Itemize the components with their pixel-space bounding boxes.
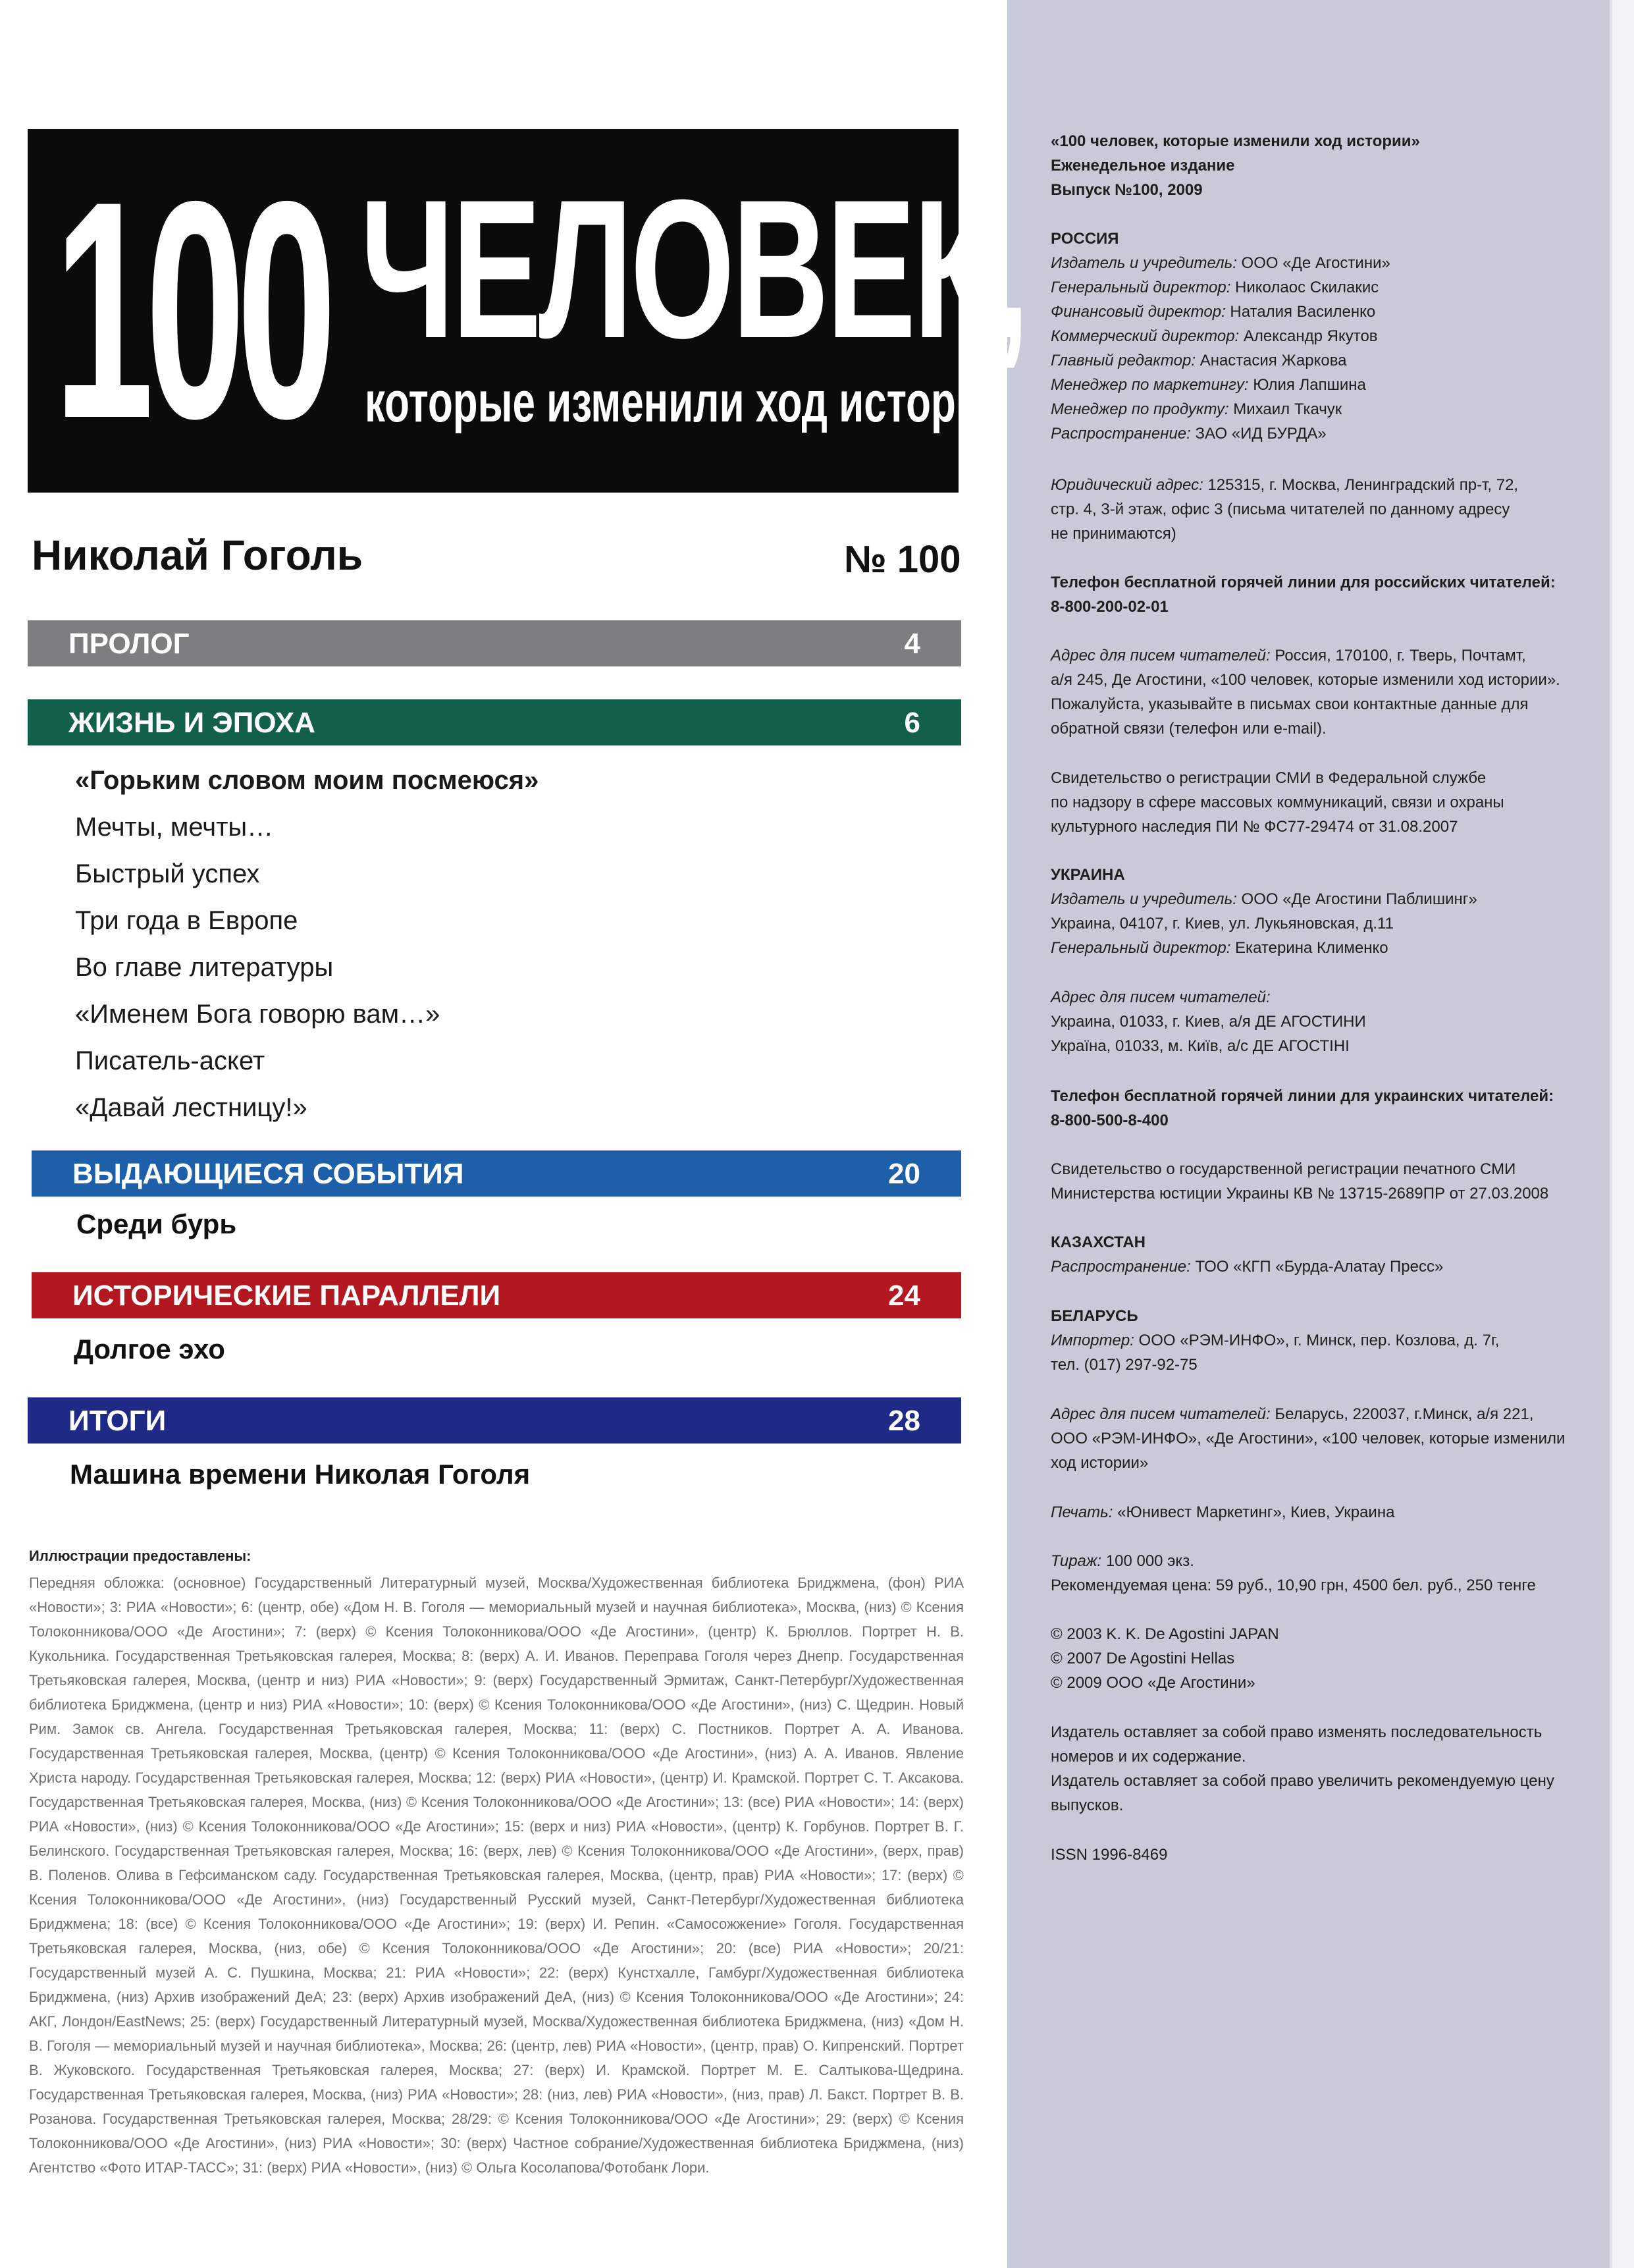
field-value: 125315, г. Москва, Ленинградский пр-т, 72, [1203,476,1519,494]
masthead-number: 100 [54,137,329,483]
field-value: Россия, 170100, г. Тверь, Почтамт, [1270,647,1526,664]
toc-section-parallels[interactable] [32,1272,961,1318]
field-value: «Юнивест Маркетинг», Киев, Украина [1113,1503,1395,1521]
ukraine-hotline [1051,1084,1591,1133]
field-key: Распространение: [1051,1258,1191,1276]
masthead-logo [28,129,1028,493]
legal-address [1051,473,1591,546]
field-key: Менеджер по маркетингу: [1051,376,1249,394]
issue-number: № 100 [844,538,961,581]
copyright-line: © 2007 De Agostini Hellas [1051,1650,1235,1667]
section-page: 4 [904,628,920,660]
registration-line: культурного наследия ПИ № ФС77-29474 от 31.08.2007 [1051,818,1458,836]
hotline-number: 8-800-200-02-01 [1051,598,1169,616]
address-line: ход истории» [1051,1454,1149,1472]
ukraine-registration [1051,1157,1591,1206]
toc-item[interactable]: Три года в Европе [75,906,298,935]
toc-item[interactable]: Быстрый успех [75,859,260,888]
recommended-price: Рекомендуемая цена: 59 руб., 10,90 грн, 4500 бел. руб., 250 тенге [1051,1577,1536,1594]
field-value: Николаос Скилакис [1230,279,1379,296]
toc-item[interactable]: «Именем Бога говорю вам…» [75,1000,440,1029]
registration-line: Свидетельство о государственной регистрации печатного СМИ [1051,1160,1516,1178]
copyright-line: © 2009 ООО «Де Агостини» [1051,1674,1255,1692]
field-key: Генеральный директор: [1051,279,1231,296]
imprint-ukraine [1051,863,1591,960]
field-key: Адрес для писем читателей: [1051,1405,1271,1423]
section-label: ИСТОРИЧЕСКИЕ ПАРАЛЛЕЛИ [72,1280,501,1312]
issue-subject: Николай Гоголь [32,531,363,579]
field-value: Юлия Лапшина [1248,376,1366,394]
field-value: ООО «Де Агостини Паблишинг» [1236,890,1477,908]
credits-text: Передняя обложка: (основное) Государственный Литературный музей, Москва/Художественная библиотека Бриджмена, (фон) РИА «Новости»; 3: РИА «Новости»; 6: (центр, обе) «Дом Н. В. Гоголя — мемориальный музей и научная библиотека», Москва, (низ) © Ксения Толоконникова/ООО «Де Агостини»; 7: (верх) © Ксения Толоконникова/ООО «Де Агостини», (центр) К. Брюллов. Портрет Н. В. Кукольника. Государственная Третьяковская галерея, Москва; 8: (верх) А. И. Иванов. Переправа Гоголя через Днепр. Государственная Третьяковская галерея, Москва, (центр и низ) РИА «Новости»; 9: (верх) Государственный Эрмитаж, Санкт-Петербург/Художественная библиотека Бриджмена, (центр и низ) РИА «Новости»; 10: (верх) © Ксения Толоконникова/ООО «Де Агостини», (низ) С. Щедрин. Новый Рим. Замок св. Ангела. Государственная Третьяковская галерея, Москва; 11: (верх) С. Постников. Портрет А. А. Иванова. Государственная Третьяковская галерея, Москва, (центр) © Ксения Толоконникова/ООО «Де Агостини», (низ) А. А. Иванов. Явление Христа народу. Государственная Третьяковская галерея, Москва; 12: (верх) РИА «Новости», (центр) И. Крамской. Портрет С. Т. Аксакова. Государственная Третьяковская галерея, Москва, (низ) © Ксения Толоконникова/ООО «Де Агостини»; 13: (все) РИА «Новости»; 14: (верх) РИА «Новости», (низ) © Ксения Толоконникова/ООО «Де Агостини»; 15: (верх и низ) РИА «Новости», (центр) К. Горбунов. Портрет В. Г. Белинского. Государственная Третьяковская галерея, Москва; 16: (верх, лев) © Ксения Толоконникова/ООО «Де Агостини», (верх, прав) В. Поленов. Олива в Гефсиманском саду. Государственная Третьяковская галерея, Москва, (центр, прав) РИА «Новости»; 17: (верх) © Ксения Толоконникова/ООО «Де Агостини», (низ) Государственный Русский музей, Санкт-Петербург/Художественная библиотека Бриджмена; 18: (все) © Ксения Толоконникова/ООО «Де Агостини»; 19: (верх) И. Репин. «Самосожжение» Гоголя. Государственная Третьяковская галерея, Москва, (низ, обе) © Ксения Толоконникова/ООО «Де Агостини»; 20: (все) РИА «Новости»; 20/21: Государственный музей А. С. Пушкина, Москва; 21: РИА «Новости»; 22: (верх) Кунстхалле, Гамбург/Художественная библиотека Бриджмена, (низ) Архив изображений ДеА; 23: (верх) Архив изображений ДеА, (низ) © Ксения Толоконникова/ООО «Де Агостини»; 24: АКГ, Лондон/EastNews; 25: (верх) Государственный Литературный музей, Москва/Художественная библиотека Бриджмена, (низ) «Дом Н. В. Гоголя — мемориальный музей и научная библиотека», Москва; 26: (центр, лев) РИА «Новости», (центр, прав) О. Кипренский. Портрет В. Жуковского. Государственная Третьяковская галерея, Москва; 27: (верх) И. Крамской. Портрет М. Е. Салтыкова-Щедрина. Государственная Третьяковская галерея, Москва, (низ) РИА «Новости»; 28: (низ, лев) РИА «Новости», (низ, прав) Л. Бакст. Портрет В. В. Розанова. Государственная Третьяковская галерея, Москва; 28/29: © Ксения Толоконникова/ООО «Де Агостини»; 29: (верх) © Ксения Толоконникова/ООО «Де Агостини», (низ) РИА «Новости»; 30: (верх) Частное собрание/Художественная библиотека Бриджмена, (низ) Агентство «Фото ИТАР-ТАСС»; 31: (верх) РИА «Новости», (низ) © Ольга Косолапова/Фотобанк Лори. [29,1575,964,2176]
toc-item[interactable]: Во главе литературы [75,953,334,982]
field-key: Главный редактор: [1051,352,1196,369]
country-heading: УКРАИНА [1051,866,1125,884]
toc-section-results[interactable] [28,1397,961,1444]
field-key: Распространение: [1051,425,1191,443]
section-page: 6 [904,707,920,739]
country-heading: БЕЛАРУСЬ [1051,1307,1138,1325]
field-key: Менеджер по продукту: [1051,400,1229,418]
toc-item[interactable]: Мечты, мечты… [75,813,274,842]
imprint-belarus [1051,1304,1591,1377]
ukraine-mail-address [1051,985,1591,1058]
section-label: ПРОЛОГ [68,628,190,660]
field-value: Михаил Ткачук [1228,400,1342,418]
field-key: Генеральный директор: [1051,939,1231,957]
section-label: ИТОГИ [68,1405,167,1437]
issn [1051,1843,1591,1867]
masthead-subtitle: которые изменили ход истории [365,371,1006,434]
section-page: 24 [888,1280,920,1312]
field-value: Екатерина Клименко [1230,939,1388,957]
copyright-block [1051,1622,1591,1695]
imprint-kazakhstan [1051,1230,1591,1279]
field-key: Финансовый директор: [1051,303,1226,321]
field-value: Наталия Василенко [1225,303,1376,321]
address-line: стр. 4, 3-й этаж, офис 3 (письма читателей по данному адресу [1051,500,1510,518]
registration-line: Свидетельство о регистрации СМИ в Федеральной службе [1051,769,1487,787]
hotline-number: 8-800-500-8-400 [1051,1112,1169,1129]
address-line: обратной связи (телефон или e-mail). [1051,720,1327,738]
phone-line: тел. (017) 297-92-75 [1051,1356,1198,1374]
toc-item[interactable]: Писатель-аскет [75,1046,265,1075]
registration-line: Министерства юстиции Украины КВ № 13715-2689ПР от 27.03.2008 [1051,1185,1549,1202]
field-key: Печать: [1051,1503,1113,1521]
address-line: Пожалуйста, указывайте в письмах свои контактные данные для [1051,695,1529,713]
field-value: ТОО «КГП «Бурда-Алатау Пресс» [1190,1258,1444,1276]
rights-line: Издатель оставляет за собой право изменять последовательность [1051,1723,1542,1741]
address-line: а/я 245, Де Агостини, «100 человек, которые изменили ход истории». [1051,671,1560,689]
address-line: Украина, 04107, г. Киев, ул. Лукьяновская, д.11 [1051,915,1394,932]
section-label: ВЫДАЮЩИЕСЯ СОБЫТИЯ [72,1158,464,1190]
section-page: 28 [888,1405,920,1437]
field-value: Анастасия Жаркова [1196,352,1347,369]
address-line: не принимаются) [1051,525,1176,543]
toc-item[interactable]: «Горьким словом моим посмеюся» [75,766,539,795]
field-key: Адрес для писем читателей: [1051,647,1271,664]
toc-item[interactable]: Долгое эхо [74,1334,225,1364]
address-line: Україна, 01033, м. Київ, а/с ДЕ АГОСТІНІ [1051,1037,1350,1055]
rights-line: Издатель оставляет за собой право увеличить рекомендуемую цену [1051,1772,1554,1790]
field-key: Коммерческий директор: [1051,327,1240,345]
imprint-russia [1051,227,1591,446]
toc-item[interactable]: Среди бурь [76,1208,237,1239]
field-key: Издатель и учредитель: [1051,254,1237,272]
section-page: 20 [888,1158,920,1190]
field-key: Импортер: [1051,1332,1134,1349]
field-value: ООО «РЭМ-ИНФО», г. Минск, пер. Козлова, д. 7г, [1134,1332,1500,1349]
field-value: Александр Якутов [1239,327,1378,345]
toc-item[interactable]: Машина времени Николая Гоголя [70,1459,531,1490]
field-key: Адрес для писем читателей: [1051,988,1271,1006]
masthead-word: ЧЕЛОВЕК, [360,158,1028,379]
field-value: Беларусь, 220037, г.Минск, а/я 221, [1270,1405,1534,1423]
hotline-label: Телефон бесплатной горячей линии для украинских читателей: [1051,1087,1554,1105]
copyright-line: © 2003 K. K. De Agostini JAPAN [1051,1625,1279,1643]
toc-section-prolog[interactable] [28,620,961,666]
page-edge [1610,0,1634,2268]
address-line: ООО «РЭМ-ИНФО», «Де Агостини», «100 человек, которые изменили [1051,1430,1566,1447]
field-value: ЗАО «ИД БУРДА» [1190,425,1327,443]
registration-line: по надзору в сфере массовых коммуникаций, связи и охраны [1051,794,1504,811]
publication-frequency: Еженедельное издание [1051,157,1235,175]
field-value: ООО «Де Агостини» [1236,254,1390,272]
country-heading: РОССИЯ [1051,230,1119,248]
belarus-mail-address [1051,1402,1591,1475]
issn-value: ISSN 1996-8469 [1051,1846,1168,1864]
address-line: Украина, 01033, г. Киев, а/я ДЕ АГОСТИНИ [1051,1013,1366,1031]
russia-mail-address [1051,643,1591,741]
print-run [1051,1549,1591,1598]
section-label: ЖИЗНЬ И ЭПОХА [68,707,316,739]
rights-notice [1051,1720,1591,1818]
publication-title: «100 человек, которые изменили ход истории» [1051,132,1420,150]
printing-info [1051,1500,1591,1525]
publication-issue: Выпуск №100, 2009 [1051,181,1203,199]
field-key: Издатель и учредитель: [1051,890,1237,908]
imprint-title-block [1051,129,1591,202]
field-key: Тираж: [1051,1552,1102,1570]
toc-item[interactable]: «Давай лестницу!» [75,1093,307,1122]
country-heading: КАЗАХСТАН [1051,1233,1146,1251]
field-key: Юридический адрес: [1051,476,1203,494]
field-value: 100 000 экз. [1101,1552,1194,1570]
russia-hotline [1051,570,1591,619]
rights-line: выпусков. [1051,1796,1124,1814]
credits-heading: Иллюстрации предоставлены: [29,1548,251,1564]
toc-section-life[interactable] [28,699,961,745]
russia-registration [1051,766,1591,839]
toc-section-events[interactable] [32,1150,961,1197]
rights-line: номеров и их содержание. [1051,1748,1246,1766]
hotline-label: Телефон бесплатной горячей линии для российских читателей: [1051,574,1556,591]
